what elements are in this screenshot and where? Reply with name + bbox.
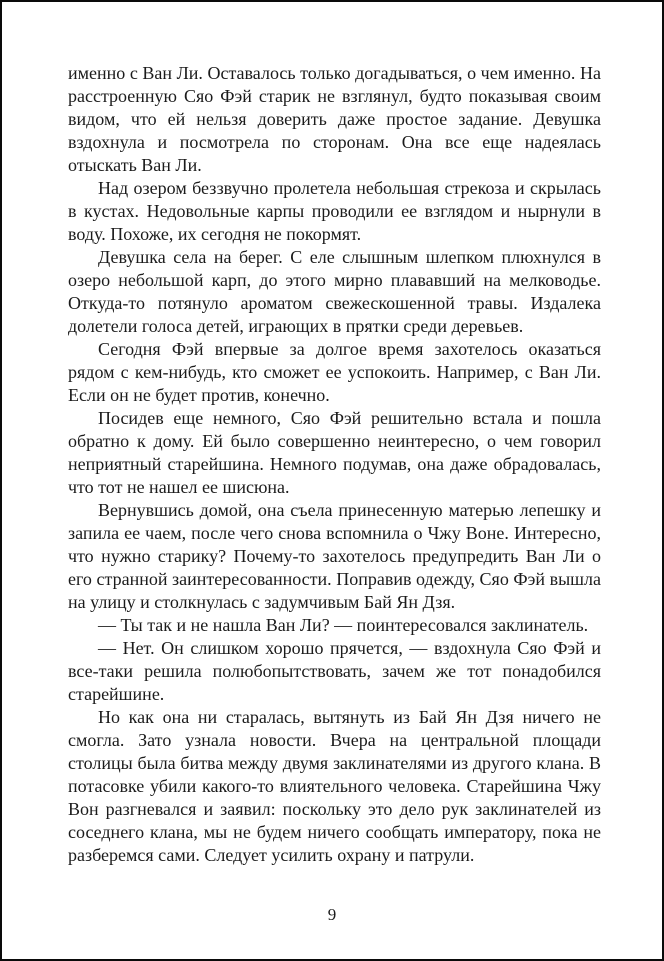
paragraph: именно с Ван Ли. Оставалось только догадываться, о чем именно. На расстроенную Сяо Фэй старик не взглянул, будто показывая своим видом, что ей нельзя доверить даже простое задание. Девушка вздохнула и посмотрела по сторонам. Она все еще надеялась отыскать Ван Ли.: [68, 63, 601, 175]
paragraph: Посидев еще немного, Сяо Фэй решительно встала и пошла обратно к дому. Ей было совершенно неинтересно, о чем говорил неприятный старейшина. Немного подумав, она даже обрадовалась, что тот не нашел ее шисюна.: [68, 408, 601, 497]
paragraph: — Ты так и не нашла Ван Ли? — поинтересовался заклинатель.: [98, 615, 589, 635]
text-body: [68, 62, 601, 867]
paragraph: — Нет. Он слишком хорошо прячется, — вздохнула Сяо Фэй и все-таки решила полюбопытствовать, зачем же тот понадобился старейшине.: [68, 638, 601, 704]
page-number: 9: [327, 905, 337, 924]
paragraph: Но как она ни старалась, вытянуть из Бай Ян Дзя ничего не смогла. Зато узнала новости. Вчера на центральной площади столицы была битва между двумя заклинателями из другого клана. В потасовке убили какого-то влиятельного человека. Старейшина Чжу Вон разгневался и заявил: поскольку это дело рук заклинателей из соседнего клана, мы не будем ничего сообщать императору, пока не разберемся сами. Следует усилить охрану и патрули.: [68, 707, 601, 865]
paragraph: Над озером беззвучно пролетела небольшая стрекоза и скрылась в кустах. Недовольные карпы проводили ее взглядом и нырнули в воду. Похоже, их сегодня не покормят.: [68, 178, 601, 244]
paragraph: Девушка села на берег. С еле слышным шлепком плюхнулся в озеро небольшой карп, до этого мирно плававший на мелководье. Откуда-то потянуло ароматом свежескошенной травы. Издалека долетели голоса детей, играющих в прятки среди деревьев.: [68, 247, 601, 336]
paragraph: Вернувшись домой, она съела принесенную матерью лепешку и запила ее чаем, после чего снова вспомнила о Чжу Воне. Интересно, что нужно старику? Почему-то захотелось предупредить Ван Ли о его странной заинтересованности. Поправив одежду, Сяо Фэй вышла на улицу и столкнулась с задумчивым Бай Ян Дзя.: [68, 500, 601, 612]
paragraph: Сегодня Фэй впервые за долгое время захотелось оказаться рядом с кем-нибудь, кто сможет ее успокоить. Например, с Ван Ли. Если он не будет против, конечно.: [68, 339, 601, 405]
